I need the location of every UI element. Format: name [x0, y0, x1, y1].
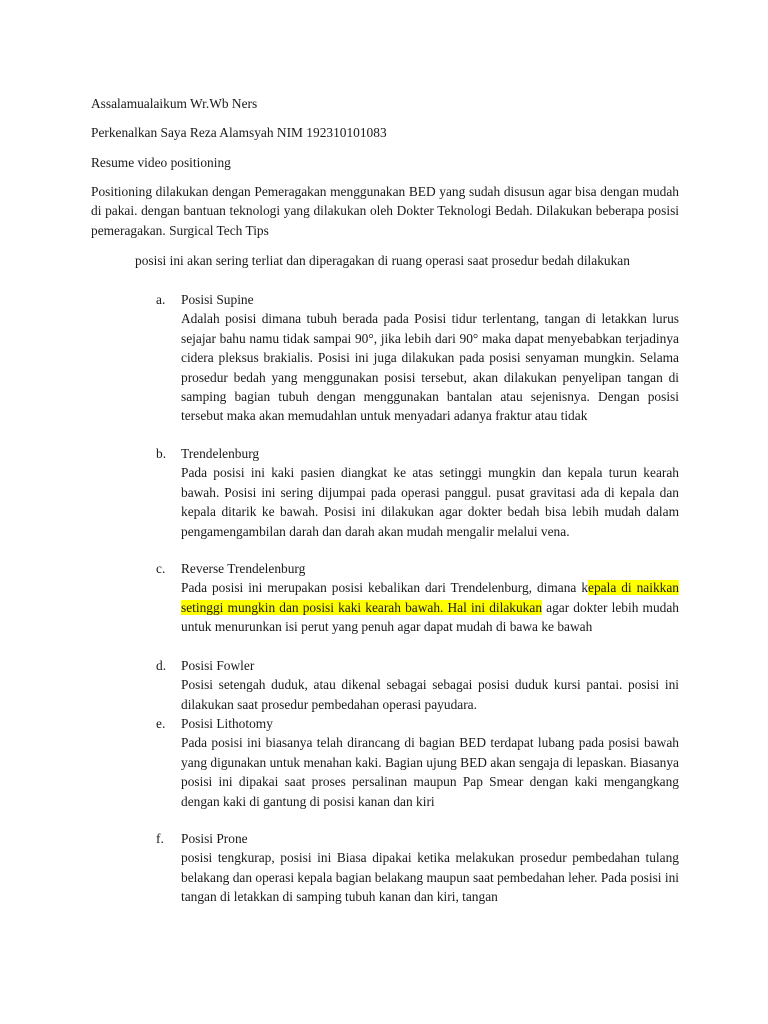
list-item-body — [181, 578, 679, 636]
summary-paragraph: Positioning dilakukan dengan Pemeragakan menggunakan BED yang sudah disusun agar bisa dengan mudah di pakai. dengan bantuan teknologi yang dilakukan oleh Dokter Teknologi Bedah. Dilakukan beberapa posisi pemeragakan. Surgical Tech Tips — [91, 184, 679, 238]
introduction-line: Perkenalkan Saya Reza Alamsyah NIM 192310101083 — [91, 125, 387, 140]
highlighted-text: epala di naikkan setinggi mungkin dan posisi kaki kearah bawah. Hal ini dilakukan — [181, 580, 679, 615]
list-item-title: Posisi Lithotomy — [181, 716, 273, 731]
list-item-body: posisi tengkurap, posisi ini Biasa dipakai ketika melakukan prosedur pembedahan tulang belakang dan operasi kepala bagian belakang maupun saat pembedahan leher. Pada posisi ini tangan di letakkan di samping tubuh kanan dan kiri, tangan — [181, 850, 679, 905]
list-item-body: Posisi setengah duduk, atau dikenal sebagai sebagai posisi duduk kursi pantai. posisi ini dilakukan saat prosedur pembedahan operasi payudara. — [181, 677, 679, 712]
list-item-title: Posisi Fowler — [181, 658, 255, 673]
list-marker: c. — [156, 561, 166, 576]
list-marker: b. — [156, 446, 167, 461]
list-item — [156, 290, 679, 440]
list-item — [156, 444, 679, 556]
list-item-body: Pada posisi ini kaki pasien diangkat ke atas setinggi mungkin dan kepala turun kearah bawah. Posisi ini sering dijumpai pada operasi panggul. pusat gravitasi ada di kepala dan kepala ditarik ke bawah. Posisi ini dilakukan agar dokter bedah bisa lebih mudah dalam pengamengambilan darah dan darah akan mudah mengalir melalui vena. — [181, 465, 679, 539]
list-item-body: Pada posisi ini biasanya telah dirancang di bagian BED terdapat lubang pada posisi bawah yang digunakan untuk menahan kaki. Bagian ujung BED akan sengaja di lepaskan. Biasanya posisi ini dipakai saat proses persalinan maupun Pap Smear dengan kaki mengangkang dengan kaki di gantung di posisi kanan dan kiri — [181, 735, 679, 809]
list-marker: d. — [156, 658, 167, 673]
list-marker: a. — [156, 292, 166, 307]
list-item — [156, 559, 679, 653]
list-marker: f. — [156, 831, 164, 846]
list-intro-paragraph: posisi ini akan sering terliat dan diperagakan di ruang operasi saat prosedur bedah dilakukan — [135, 253, 630, 268]
list-item-title: Posisi Supine — [181, 292, 254, 307]
list-item — [156, 656, 679, 712]
greeting-line: Assalamualaikum Wr.Wb Ners — [91, 96, 258, 111]
body-text-before-highlight: Pada posisi ini merupakan posisi kebalikan dari Trendelenburg, dimana k — [181, 580, 589, 596]
list-item-title: Trendelenburg — [181, 446, 260, 461]
body-text-after-highlight: agar dokter lebih mudah untuk menurunkan isi perut yang penuh agar dapat mudah di bawa ke bawah — [181, 599, 679, 635]
list-item — [156, 714, 679, 826]
list-item — [156, 829, 679, 919]
subject-line: Resume video positioning — [91, 155, 231, 170]
list-item-title: Reverse Trendelenburg — [181, 561, 306, 576]
list-item-body: Adalah posisi dimana tubuh berada pada Posisi tidur terlentang, tangan di letakkan lurus sejajar bahu namu tidak sampai 90°, jika lebih dari 90° maka dapat menyebabkan terjadinya cidera pleksus brakialis. Posisi ini juga dilakukan pada posisi senyaman mungkin. Selama prosedur bedah yang menggunakan posisi tersebut, akan dilakukan penyelipan tangan di samping bagian tubuh dengan menggunakan bantalan atau sejenisnya. Dengan posisi tersebut maka akan memudahlan untuk menyadari adanya fraktur atau tidak — [181, 311, 679, 424]
list-item-title: Posisi Prone — [181, 831, 248, 846]
list-marker: e. — [156, 716, 166, 731]
